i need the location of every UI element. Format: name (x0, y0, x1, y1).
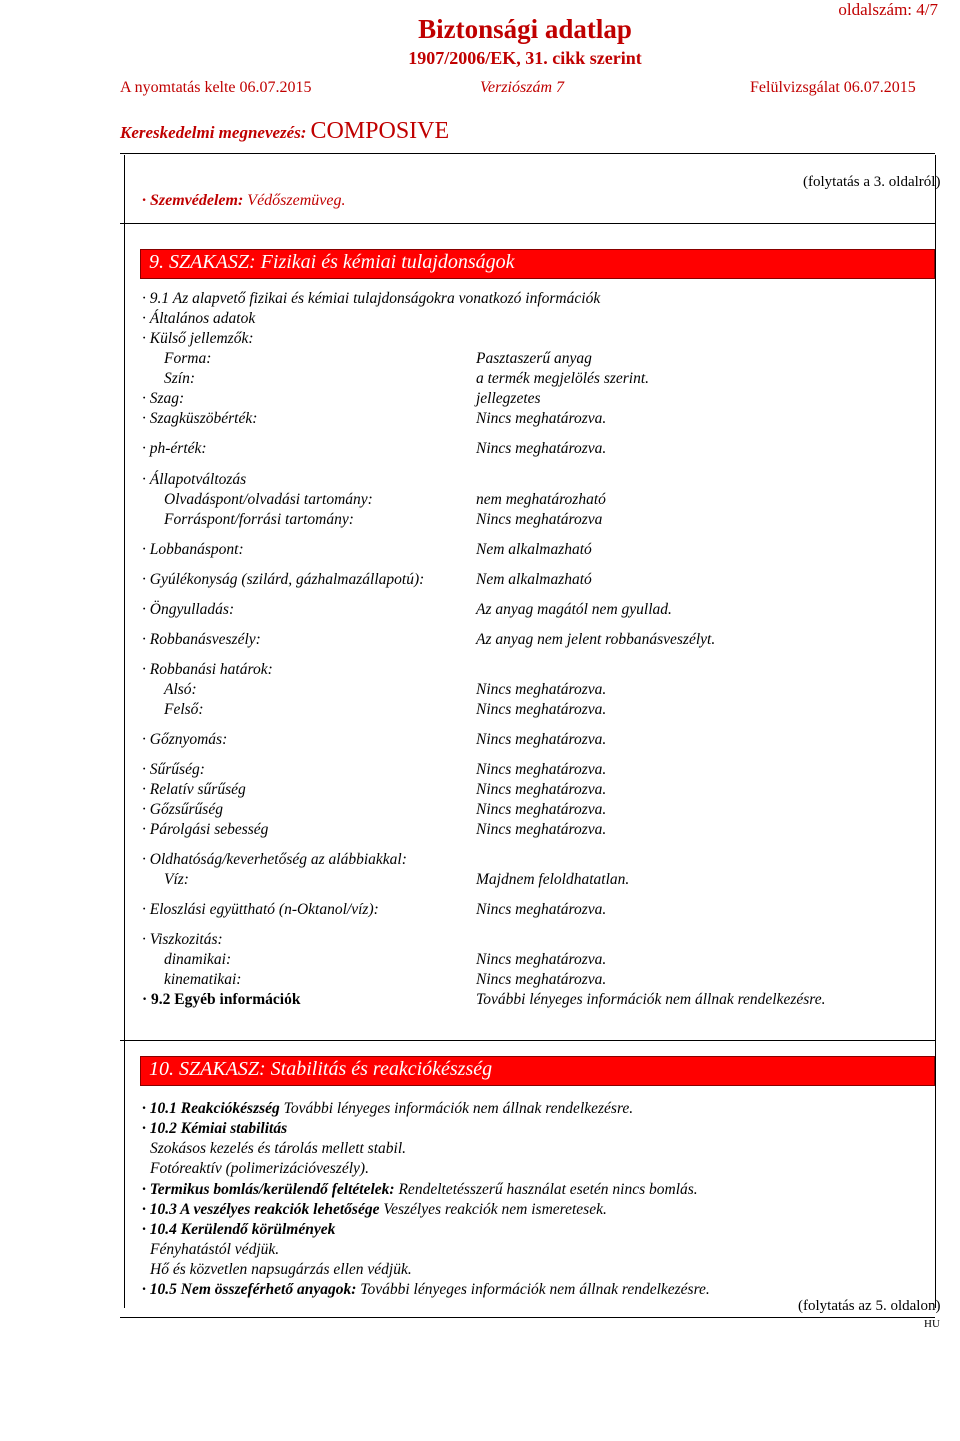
document-subtitle: 1907/2006/EK, 31. cikk szerint (408, 48, 642, 68)
property-label: · 9.2 Egyéb információk (142, 991, 301, 1008)
section10-title: 10. SZAKASZ: Stabilitás és reakciókészség (149, 1058, 493, 1080)
property-label: · Gőzsűrűség (142, 801, 223, 818)
trade-name: COMPOSIVE (310, 118, 450, 144)
property-label: · Viszkozitás: (142, 931, 223, 948)
trade-name-label: Kereskedelmi megnevezés: (120, 123, 307, 142)
property-value: Nincs meghatározva. (476, 681, 607, 698)
property-label: · Robbanási határok: (142, 661, 273, 678)
stability-line-heading: · 10.4 Kerülendő körülmények (142, 1221, 336, 1238)
property-value: Nincs meghatározva. (476, 971, 607, 988)
property-label: · Robbanásveszély: (142, 631, 261, 648)
property-value: Majdnem feloldhatatlan. (476, 871, 630, 888)
stability-line (142, 1201, 607, 1219)
stability-line (150, 1160, 369, 1178)
property-label: · Öngyulladás: (142, 601, 235, 618)
stability-line (142, 1281, 710, 1299)
property-value: Nincs meghatározva. (476, 701, 607, 718)
property-value: Nem alkalmazható (476, 571, 592, 588)
property-label: · Eloszlási együttható (n-Oktanol/víz): (142, 901, 379, 918)
property-value: Nincs meghatározva. (476, 821, 607, 838)
trade-name-row (120, 118, 449, 145)
property-value: a termék megjelölés szerint. (476, 370, 650, 387)
header-divider (120, 153, 935, 154)
property-value: Nincs meghatározva. (476, 781, 607, 798)
stability-line-heading: · 10.2 Kémiai stabilitás (142, 1120, 288, 1137)
section9-title: 9. SZAKASZ: Fizikai és kémiai tulajdonságok (149, 251, 515, 273)
stability-line-heading: · 10.3 A veszélyes reakciók lehetősége (142, 1201, 380, 1218)
property-label: · Szag: (142, 390, 185, 407)
property-label: Forráspont/forrási tartomány: (164, 511, 354, 528)
version-number: Verziószám 7 (480, 79, 565, 96)
property-label: · Gyúlékonyság (szilárd, gázhalmazállapotú): (142, 571, 425, 588)
language-code: HU (924, 1318, 940, 1330)
property-label: · Lobbanáspont: (142, 541, 244, 558)
stability-line-text: Veszélyes reakciók nem ismeretesek. (379, 1201, 607, 1218)
property-value: Az anyag nem jelent robbanásveszélyt. (476, 631, 716, 648)
stability-line-text: Fényhatástól védjük. (150, 1241, 280, 1258)
property-label: Víz: (164, 871, 189, 888)
eye-protection-label: · Szemvédelem: (142, 192, 244, 209)
property-value: Pasztaszerű anyag (476, 350, 592, 367)
property-value: Nincs meghatározva (476, 511, 603, 528)
stability-line-heading: · 10.1 Reakciókészség (142, 1100, 280, 1117)
property-label: Olvadáspont/olvadási tartomány: (164, 491, 373, 508)
document-title: Biztonsági adatlap (418, 14, 632, 44)
property-value: nem meghatározható (476, 491, 606, 508)
eye-protection-value: Védőszemüveg. (247, 192, 346, 209)
section9-banner (140, 249, 935, 279)
property-label: Forma: (164, 350, 212, 367)
stability-line (142, 1181, 698, 1199)
section10-banner (140, 1056, 935, 1086)
stability-line-heading: · 10.5 Nem összeférhető anyagok: (142, 1281, 357, 1298)
continued-to: (folytatás az 5. oldalon) (798, 1298, 941, 1314)
property-value: Nincs meghatározva. (476, 731, 607, 748)
stability-line (150, 1241, 279, 1259)
property-label: · Állapotváltozás (142, 471, 247, 488)
stability-line-text: Rendeltetésszerű használat esetén nincs bomlás. (394, 1181, 698, 1198)
property-value: Nincs meghatározva. (476, 440, 607, 457)
property-value: Nincs meghatározva. (476, 951, 607, 968)
property-value: Nincs meghatározva. (476, 901, 607, 918)
stability-line (142, 1221, 335, 1239)
section-divider (120, 223, 935, 224)
stability-line (142, 1100, 633, 1118)
review-date: Felülvizsgálat 06.07.2015 (750, 79, 916, 96)
section-divider (120, 1040, 935, 1041)
stability-line (150, 1140, 406, 1158)
page-number: oldalszám: 4/7 (838, 0, 938, 19)
stability-line-text: Szokásos kezelés és tárolás mellett stabil. (150, 1140, 407, 1157)
property-label: Felső: (164, 701, 204, 718)
property-label: · Gőznyomás: (142, 731, 228, 748)
property-value: Nincs meghatározva. (476, 761, 607, 778)
property-value: Az anyag magától nem gyullad. (476, 601, 672, 618)
footer-divider (120, 1317, 935, 1318)
property-label: kinematikai: (164, 971, 242, 988)
property-label: · Relatív sűrűség (142, 781, 246, 798)
property-value: További lényeges információk nem állnak rendelkezésre. (476, 991, 826, 1008)
stability-line-text: További lényeges információk nem állnak rendelkezésre. (356, 1281, 710, 1298)
property-label: · Oldhatóság/keverhetőség az alábbiakkal: (142, 851, 407, 868)
property-label: Alsó: (164, 681, 197, 698)
property-label: · Szagküszöbérték: (142, 410, 258, 427)
stability-line-text: Fotóreaktív (polimerizációveszély). (150, 1160, 369, 1177)
stability-line (150, 1261, 412, 1279)
property-value: jellegzetes (476, 390, 541, 407)
stability-line-text: További lényeges információk nem állnak rendelkezésre. (279, 1100, 634, 1117)
property-label: · ph-érték: (142, 440, 207, 457)
print-date: A nyomtatás kelte 06.07.2015 (120, 79, 312, 96)
stability-line-text: Hő és közvetlen napsugárzás ellen védjük. (150, 1261, 412, 1278)
property-label: · 9.1 Az alapvető fizikai és kémiai tulajdonságokra vonatkozó információk (142, 290, 601, 307)
eye-protection-row (142, 192, 345, 210)
continued-from: (folytatás a 3. oldalról) (803, 174, 941, 190)
property-value: Nincs meghatározva. (476, 801, 607, 818)
property-label: · Külső jellemzők: (142, 330, 254, 347)
property-label: · Párolgási sebesség (142, 821, 269, 838)
property-label: dinamikai: (164, 951, 232, 968)
property-label: · Sűrűség: (142, 761, 205, 778)
property-value: Nem alkalmazható (476, 541, 592, 558)
property-label: Szín: (164, 370, 195, 387)
property-value: Nincs meghatározva. (476, 410, 607, 427)
property-label: · Általános adatok (142, 310, 256, 327)
stability-line-heading: · Termikus bomlás/kerülendő feltételek: (142, 1181, 395, 1198)
stability-line (142, 1120, 287, 1138)
